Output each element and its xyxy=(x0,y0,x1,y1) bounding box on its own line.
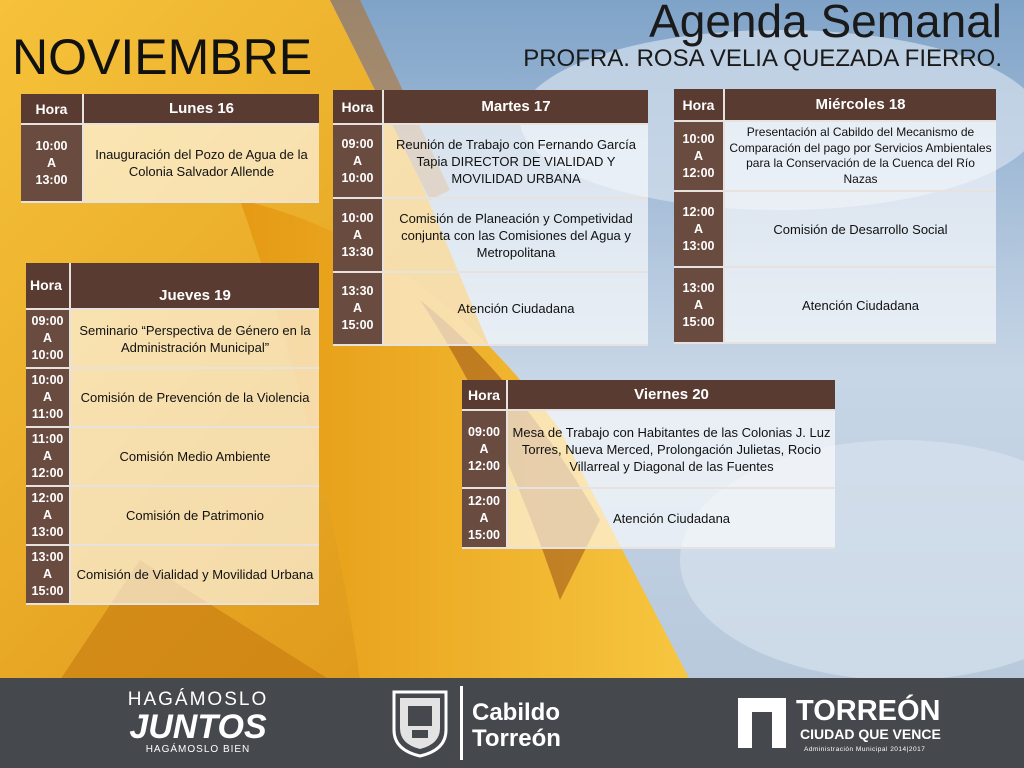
torreon-logo xyxy=(738,692,958,762)
logo2-line2: Torreón xyxy=(472,725,561,752)
activity-cell: Atención Ciudadana xyxy=(507,488,835,548)
logo3-line3: Administración Municipal 2014|2017 xyxy=(804,746,926,753)
hora-header: Hora xyxy=(462,380,507,410)
activity-cell: Mesa de Trabajo con Habitantes de las Colonias J. Luz Torres, Nueva Merced, Prolongación Julietas, Rocio Villarreal y Diagonal de las Fuentes xyxy=(507,410,835,488)
page-title: Agenda Semanal xyxy=(649,0,1002,47)
time-cell: 09:00 A 12:00 xyxy=(462,410,507,488)
day-header-viernes: Viernes 20 xyxy=(507,380,835,410)
torreon-emblem-icon xyxy=(738,698,786,748)
activity-cell: Comisión de Patrimonio xyxy=(70,486,319,545)
coat-of-arms-icon xyxy=(388,686,452,758)
logo1-line3: HAGÁMOSLO BIEN xyxy=(145,744,251,755)
activity-cell: Atención Ciudadana xyxy=(383,272,648,345)
hora-header: Hora xyxy=(21,94,83,124)
hora-header: Hora xyxy=(26,263,70,309)
logo3-line2: CIUDAD QUE VENCE xyxy=(800,726,941,742)
time-cell: 13:30 A 15:00 xyxy=(333,272,383,345)
activity-cell: Inauguración del Pozo de Agua de la Colonia Salvador Allende xyxy=(83,124,319,202)
hora-header: Hora xyxy=(333,90,383,124)
time-cell: 09:00 A 10:00 xyxy=(333,124,383,198)
time-cell: 11:00 A 12:00 xyxy=(26,427,70,486)
time-cell: 10:00 A 13:30 xyxy=(333,198,383,272)
day-header-jueves: Jueves 19 xyxy=(70,263,319,309)
activity-cell: Reunión de Trabajo con Fernando García Tapia DIRECTOR DE VIALIDAD Y MOVILIDAD URBANA xyxy=(383,124,648,198)
time-cell: 13:00 A 15:00 xyxy=(674,267,724,343)
time-cell: 10:00 A 11:00 xyxy=(26,368,70,427)
hagamoslo-juntos-logo xyxy=(118,690,278,756)
hora-header: Hora xyxy=(674,89,724,121)
day-header-miercoles: Miércoles 18 xyxy=(724,89,996,121)
logo2-line1: Cabildo xyxy=(472,699,560,726)
activity-cell: Comisión Medio Ambiente xyxy=(70,427,319,486)
table-row xyxy=(674,267,996,343)
activity-cell: Seminario “Perspectiva de Género en la Administración Municipal” xyxy=(70,309,319,368)
day-header-lunes: Lunes 16 xyxy=(83,94,319,124)
activity-cell: Comisión de Desarrollo Social xyxy=(724,191,996,267)
time-cell: 10:00 A 12:00 xyxy=(674,121,724,191)
schedule-lunes xyxy=(21,94,319,203)
table-row xyxy=(26,486,319,545)
table-row xyxy=(26,545,319,604)
table-row xyxy=(26,427,319,486)
month-title: NOVIEMBRE xyxy=(12,29,313,85)
time-cell: 12:00 A 15:00 xyxy=(462,488,507,548)
person-name: PROFRA. ROSA VELIA QUEZADA FIERRO. xyxy=(523,45,1002,72)
logo1-line2: JUNTOS xyxy=(129,708,267,746)
activity-cell: Presentación al Cabildo del Mecanismo de Comparación del pago por Servicios Ambientales para la Conservación de la Cuenca del Río Nazas xyxy=(724,121,996,191)
schedule-viernes xyxy=(462,380,835,549)
table-row xyxy=(26,368,319,427)
table-row xyxy=(333,272,648,345)
schedule-miercoles xyxy=(674,89,996,344)
logo3-line1: TORREÓN xyxy=(796,695,941,727)
table-row xyxy=(26,309,319,368)
table-row xyxy=(462,488,835,548)
activity-cell: Comisión de Vialidad y Movilidad Urbana xyxy=(70,545,319,604)
day-header-martes: Martes 17 xyxy=(383,90,648,124)
logo-divider xyxy=(460,686,463,760)
time-cell: 12:00 A 13:00 xyxy=(26,486,70,545)
cabildo-torreon-logo xyxy=(388,686,578,762)
table-row xyxy=(462,410,835,488)
footer-bar xyxy=(0,678,1024,768)
table-row xyxy=(674,191,996,267)
table-row xyxy=(333,124,648,198)
logo1-line1: HAGÁMOSLO xyxy=(127,689,269,710)
activity-cell: Atención Ciudadana xyxy=(724,267,996,343)
activity-cell: Comisión de Prevención de la Violencia xyxy=(70,368,319,427)
schedule-martes xyxy=(333,90,648,346)
time-cell: 13:00 A 15:00 xyxy=(26,545,70,604)
table-row xyxy=(333,198,648,272)
time-cell: 09:00 A 10:00 xyxy=(26,309,70,368)
time-cell: 10:00 A 13:00 xyxy=(21,124,83,202)
table-row xyxy=(21,124,319,202)
time-cell: 12:00 A 13:00 xyxy=(674,191,724,267)
table-row xyxy=(674,121,996,191)
schedule-jueves xyxy=(26,263,319,605)
activity-cell: Comisión de Planeación y Competividad conjunta con las Comisiones del Agua y Metropolitana xyxy=(383,198,648,272)
